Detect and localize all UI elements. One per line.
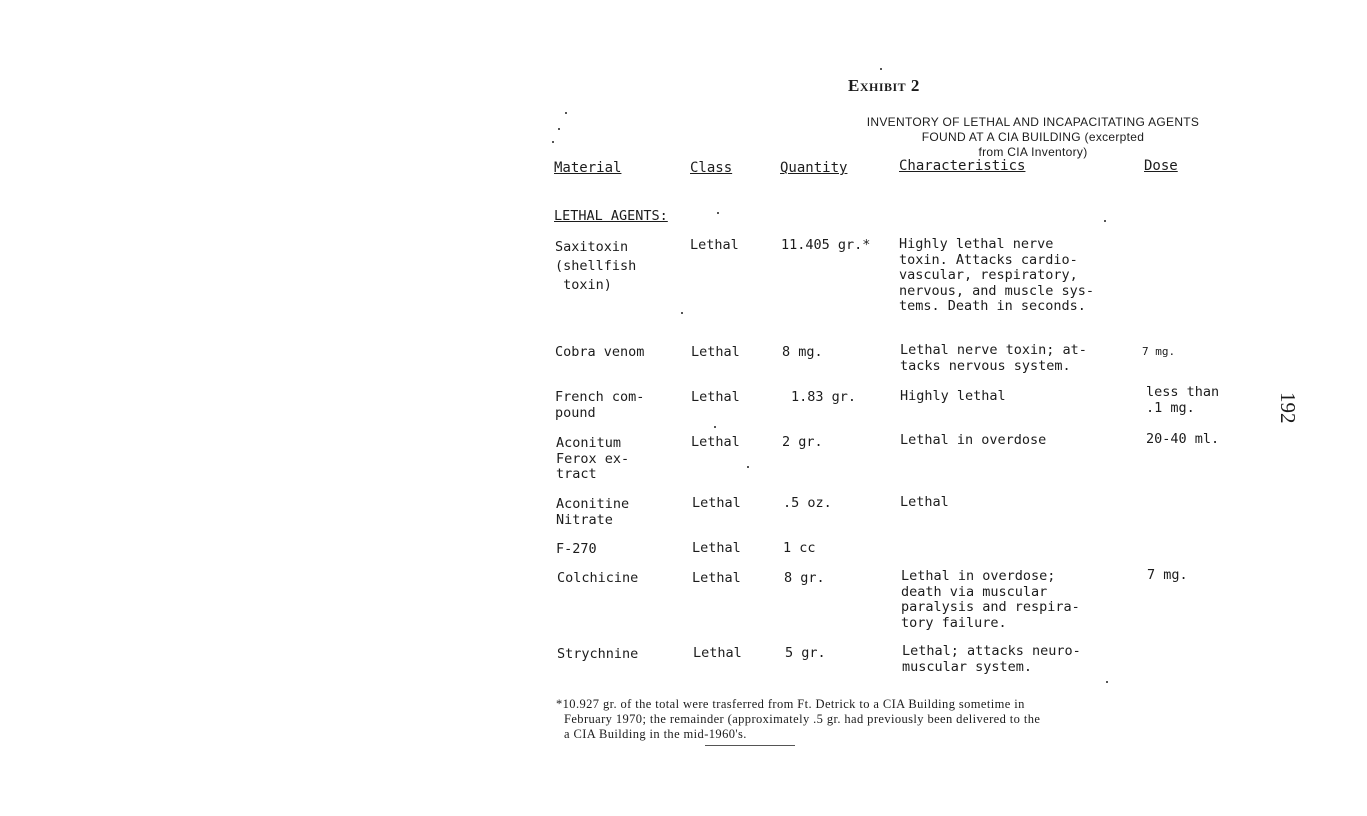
cell-material: Saxitoxin (shellfish toxin) — [555, 239, 637, 293]
cell-characteristics: Lethal nerve toxin; at- tacks nervous system. — [900, 342, 1087, 374]
section-lethal-agents: LETHAL AGENTS: — [554, 208, 668, 224]
scan-speck — [681, 312, 683, 314]
scan-speck — [880, 68, 882, 70]
cell-quantity: 5 gr. — [785, 645, 826, 661]
scan-speck — [747, 466, 749, 468]
cell-class: Lethal — [692, 495, 741, 511]
scan-speck — [717, 212, 719, 214]
cell-quantity: 8 mg. — [782, 344, 823, 360]
footnote-line: a CIA Building in the mid-1960's. — [564, 727, 747, 741]
cell-material: F-270 — [556, 541, 597, 557]
scan-speck — [714, 426, 716, 428]
header-material: Material — [554, 160, 622, 176]
cell-class: Lethal — [691, 434, 740, 450]
header-dose: Dose — [1144, 158, 1178, 174]
cell-material: Aconitine Nitrate — [556, 496, 630, 528]
scan-speck — [1106, 681, 1108, 683]
footnote-line: February 1970; the remainder (approximately .5 gr. had previously been delivered to the — [564, 712, 1041, 726]
cell-characteristics: Lethal; attacks neuro- muscular system. — [902, 643, 1081, 675]
header-characteristics: Characteristics — [899, 158, 1026, 174]
cell-class: Lethal — [692, 540, 741, 556]
header-class: Class — [690, 160, 733, 176]
cell-quantity: 2 gr. — [782, 434, 823, 450]
cell-material: French com- pound — [555, 389, 645, 421]
scan-speck — [558, 128, 560, 130]
inventory-title-line: from CIA Inventory) — [978, 145, 1088, 159]
page-number: 192 — [1276, 392, 1300, 424]
cell-dose: 7 mg. — [1147, 567, 1188, 583]
cell-quantity: 11.405 gr.* — [781, 237, 871, 253]
scan-speck — [552, 141, 554, 143]
cell-characteristics: Lethal in overdose; death via muscular paralysis and respira- tory failure. — [901, 568, 1080, 631]
cell-material: Strychnine — [557, 646, 639, 662]
cell-class: Lethal — [693, 645, 742, 661]
cell-characteristics: Lethal in overdose — [900, 432, 1047, 448]
header-quantity: Quantity — [780, 160, 848, 176]
cell-material: Cobra venom — [555, 344, 645, 360]
footnote — [556, 697, 1236, 742]
cell-quantity: 8 gr. — [784, 570, 825, 586]
footnote-line: *10.927 gr. of the total were trasferred from Ft. Detrick to a CIA Building sometime in — [556, 697, 1025, 711]
cell-material: Colchicine — [557, 570, 639, 586]
exhibit-title: Exhibit 2 — [848, 76, 920, 95]
cell-class: Lethal — [691, 389, 740, 405]
cell-class: Lethal — [690, 237, 739, 253]
inventory-title — [858, 115, 1208, 160]
inventory-title-line: FOUND AT A CIA BUILDING (excerpted — [921, 130, 1145, 144]
cell-quantity: .5 oz. — [783, 495, 832, 511]
scan-speck — [565, 112, 567, 114]
cell-material: Aconitum Ferox ex- tract — [556, 435, 630, 482]
inventory-title-line: INVENTORY OF LETHAL AND INCAPACITATING AGENTS — [866, 115, 1200, 129]
cell-quantity: 1.83 gr. — [791, 389, 857, 405]
cell-characteristics: Lethal — [900, 494, 949, 510]
cell-class: Lethal — [691, 344, 740, 360]
cell-dose: 20-40 ml. — [1146, 431, 1220, 447]
cell-dose: less than .1 mg. — [1146, 384, 1220, 416]
scan-speck — [1104, 220, 1106, 222]
cell-dose: 7 mg. — [1142, 345, 1176, 358]
scan-speck — [705, 745, 795, 746]
cell-characteristics: Highly lethal nerve toxin. Attacks cardio- vascular, respiratory, nervous, and muscle sys- tems. Death in seconds. — [899, 236, 1095, 314]
cell-characteristics: Highly lethal — [900, 388, 1006, 404]
cell-quantity: 1 cc — [783, 540, 816, 556]
cell-class: Lethal — [692, 570, 741, 586]
